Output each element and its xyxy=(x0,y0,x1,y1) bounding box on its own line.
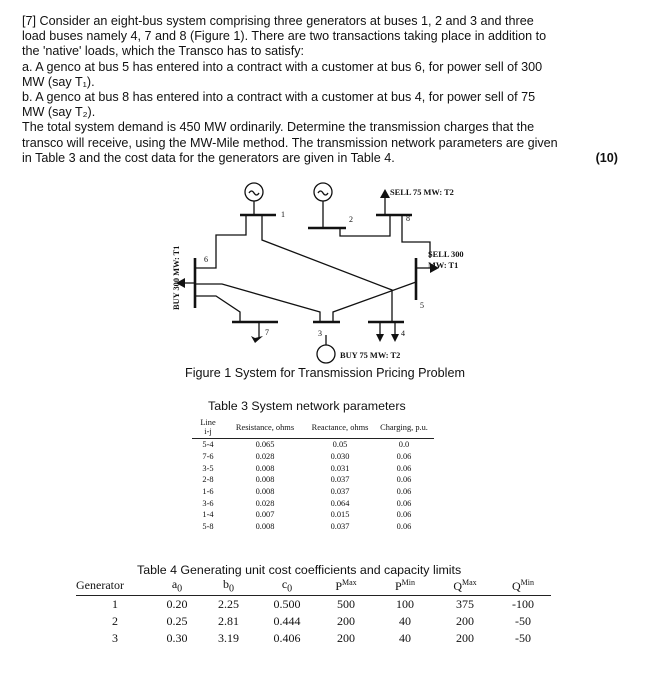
bus-1-label: 1 xyxy=(281,210,285,219)
generator-2-sine xyxy=(318,191,328,195)
column-header: $Q^{Min}$ xyxy=(495,575,551,596)
table-cell: 0.015 xyxy=(330,510,350,520)
table-cell: 0.20 xyxy=(166,597,188,612)
column-header: $c_0$ xyxy=(257,575,317,596)
problem-line: load buses namely 4, 7 and 8 (Figure 1). There are two transactions taking place in addition to xyxy=(22,29,547,44)
table-cell: 0.037 xyxy=(330,522,350,532)
problem-line: transco will receive, using the MW-Mile method. The transmission network parameters are given xyxy=(22,135,558,150)
table-row xyxy=(192,497,434,509)
table-cell: 1-4 xyxy=(202,510,214,520)
buy-t2-label: BUY 75 MW: T2 xyxy=(340,351,401,360)
table-cell: 200 xyxy=(337,631,355,646)
table-row xyxy=(192,451,434,463)
line-7-6 xyxy=(195,296,240,322)
table-cell: 0.037 xyxy=(330,475,350,485)
bus-8-label: 8 xyxy=(406,214,410,223)
bus-7-label: 7 xyxy=(265,328,269,337)
table-row xyxy=(192,486,434,498)
load-4a-arrow-icon xyxy=(376,334,384,342)
generator-1-sine xyxy=(249,191,259,195)
table-cell: 2 xyxy=(112,614,118,629)
table-cell: -100 xyxy=(512,597,534,612)
generator-3-symbol xyxy=(317,345,335,363)
column-header: $P^{Max}$ xyxy=(317,575,375,596)
table-cell: 0.028 xyxy=(255,452,275,462)
generator-cost-table xyxy=(76,575,551,647)
table-cell: 0.500 xyxy=(273,597,301,612)
bus-3-label: 3 xyxy=(318,329,322,338)
problem-line: a. A genco at bus 5 has entered into a contract with a customer at bus 6, for power sell of 300 xyxy=(22,59,543,74)
table-cell: 2.81 xyxy=(218,614,239,629)
table-cell: 0.406 xyxy=(273,631,301,646)
problem-line: b. A genco at bus 8 has entered into a contract with a customer at bus 4, for power sell of 75 xyxy=(22,90,536,105)
column-header: $Q^{Max}$ xyxy=(435,575,495,596)
problem-line: MW (say T₁). xyxy=(22,74,95,89)
table-cell: 0.028 xyxy=(255,498,275,508)
buy-t1-label: BUY 300 MW: T1 xyxy=(172,245,181,310)
table-cell: 5-4 xyxy=(202,440,214,450)
table-cell: 3 xyxy=(112,631,118,646)
table-cell: 5-8 xyxy=(202,522,214,532)
table-cell: 100 xyxy=(396,597,414,612)
table-row xyxy=(76,596,551,614)
line-1-6 xyxy=(195,215,246,268)
table-row xyxy=(76,613,551,630)
table-row xyxy=(192,509,434,521)
table-cell: -50 xyxy=(515,631,531,646)
column-header: Charging, p.u. xyxy=(374,417,434,439)
table-cell: 0.065 xyxy=(255,440,275,450)
table-cell: 0.0 xyxy=(398,440,410,450)
table-cell: 200 xyxy=(456,614,474,629)
line-1-4 xyxy=(262,215,392,322)
table-cell: 200 xyxy=(337,614,355,629)
sell-t2-arrow-icon xyxy=(380,189,390,198)
problem-line: The total system demand is 450 MW ordinarily. Determine the transmission charges that the xyxy=(22,120,535,135)
bus-4-label: 4 xyxy=(401,329,405,338)
line-3-5 xyxy=(333,282,416,322)
table-cell: 0.008 xyxy=(255,463,275,473)
table-row xyxy=(192,521,434,533)
table-cell: 0.05 xyxy=(332,440,348,450)
marks-label: (10) xyxy=(595,150,618,165)
table-cell: 0.30 xyxy=(166,631,188,646)
table-cell: 0.444 xyxy=(273,614,301,629)
column-header: $b_0$ xyxy=(200,575,257,596)
table-3-caption: Table 3 System network parameters xyxy=(208,399,406,413)
problem-line: MW (say T₂). xyxy=(22,105,96,120)
problem-line: in Table 3 and the cost data for the generators are given in Table 4. xyxy=(22,150,395,165)
figure-caption: Figure 1 System for Transmission Pricing Problem xyxy=(185,366,465,380)
line-3-6 xyxy=(195,284,320,322)
table-header-row xyxy=(76,575,551,596)
bus-5-label: 5 xyxy=(420,301,424,310)
table-cell: 1-6 xyxy=(202,487,214,497)
table-cell: 0.06 xyxy=(396,463,412,473)
table-cell: 0.030 xyxy=(330,452,350,462)
table-cell: 0.06 xyxy=(396,510,412,520)
column-header: Reactance, ohms xyxy=(306,417,374,439)
table-cell: 0.031 xyxy=(330,463,350,473)
table-cell: 7-6 xyxy=(202,452,214,462)
table-cell: 0.037 xyxy=(330,487,350,497)
table-cell: 0.008 xyxy=(255,487,275,497)
table-cell: 3.19 xyxy=(218,631,239,646)
line-2-8 xyxy=(340,215,390,236)
table-cell: 2.25 xyxy=(218,597,239,612)
table-cell: 1 xyxy=(112,597,118,612)
table-cell: 0.06 xyxy=(396,487,412,497)
sell-t1-label-line1: SELL 300 xyxy=(428,250,464,259)
table-cell: 2-8 xyxy=(202,475,214,485)
network-parameters-table xyxy=(192,417,434,533)
problem-line: [7] Consider an eight-bus system comprising three generators at buses 1, 2 and 3 and three xyxy=(22,14,534,28)
table-cell: 200 xyxy=(456,631,474,646)
column-header: Generator xyxy=(76,575,154,596)
table-row xyxy=(192,439,434,451)
table-cell: 500 xyxy=(337,597,355,612)
table-row xyxy=(192,462,434,474)
table-cell: 40 xyxy=(399,614,411,629)
table-cell: 0.06 xyxy=(396,452,412,462)
column-header: $P^{Min}$ xyxy=(375,575,435,596)
table-cell: 0.25 xyxy=(166,614,188,629)
sell-t1-label-line2: MW: T1 xyxy=(428,261,459,270)
table-cell: 0.06 xyxy=(396,475,412,485)
table-cell: 3-5 xyxy=(202,463,214,473)
table-row xyxy=(76,630,551,647)
sell-t2-label: SELL 75 MW: T2 xyxy=(390,188,454,197)
table-cell: 0.008 xyxy=(255,522,275,532)
table-cell: 3-6 xyxy=(202,498,214,508)
table-4-caption: Table 4 Generating unit cost coefficients and capacity limits xyxy=(137,563,462,577)
table-cell: 0.06 xyxy=(396,498,412,508)
table-row xyxy=(192,474,434,486)
column-header: Resistance, ohms xyxy=(224,417,306,439)
problem-line: the 'native' loads, which the Transco has to satisfy: xyxy=(22,44,305,59)
table-header-row xyxy=(192,417,434,439)
table-cell: 0.007 xyxy=(255,510,275,520)
table-cell: 0.064 xyxy=(330,498,350,508)
load-4b-arrow-icon xyxy=(391,334,399,342)
bus-2-label: 2 xyxy=(349,215,353,224)
table-cell: 40 xyxy=(399,631,411,646)
load-7-arrow-icon xyxy=(251,336,263,343)
column-header: $a_0$ xyxy=(154,575,200,596)
table-cell: 375 xyxy=(456,597,474,612)
column-header: Line i-j xyxy=(192,417,224,439)
table-cell: -50 xyxy=(515,614,531,629)
table-cell: 0.008 xyxy=(255,475,275,485)
table-cell: 0.06 xyxy=(396,522,412,532)
bus-6-label: 6 xyxy=(204,255,208,264)
